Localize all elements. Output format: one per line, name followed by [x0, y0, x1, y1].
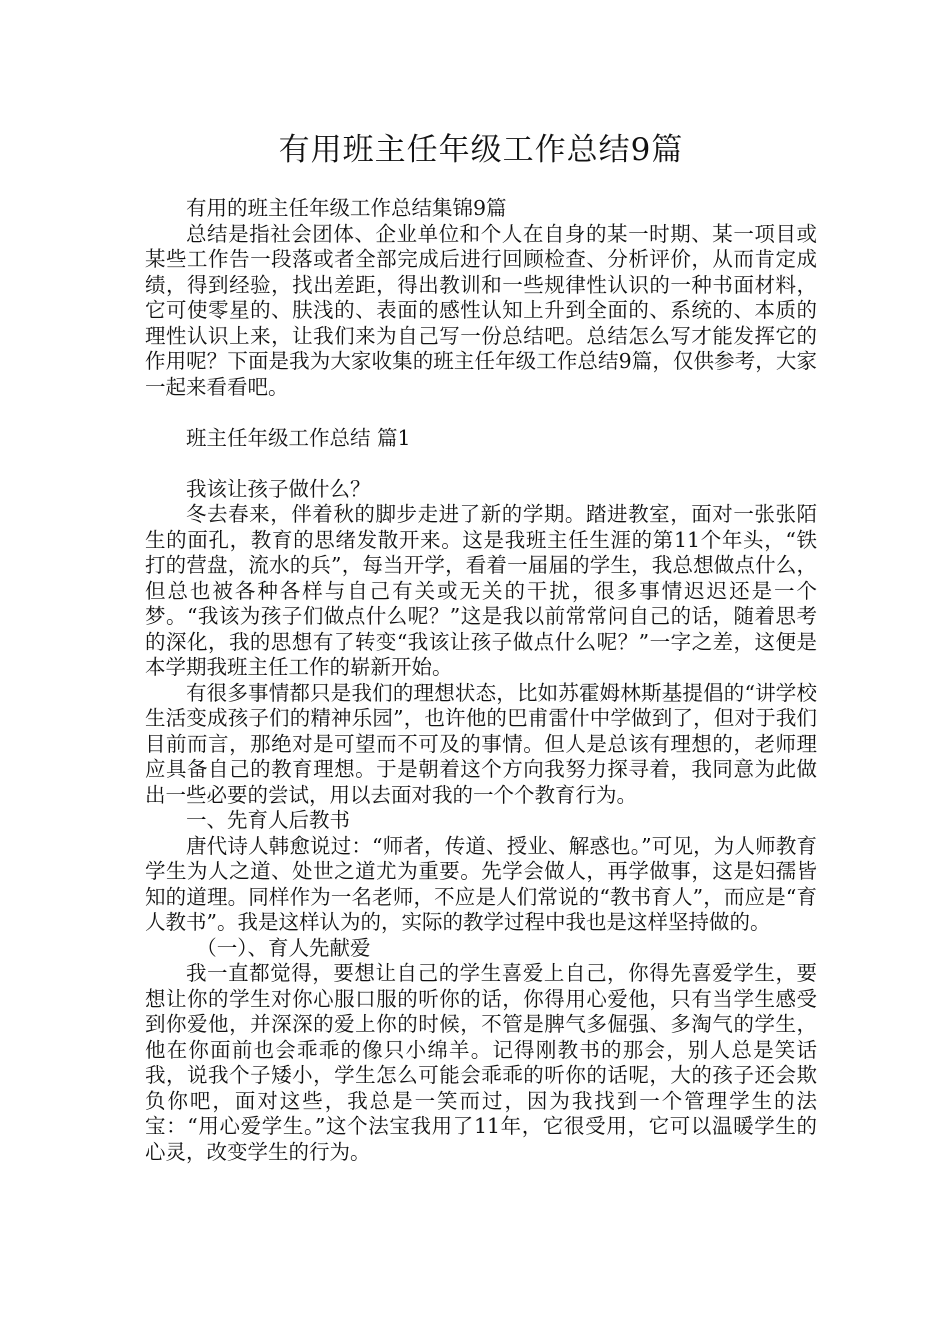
- document-title: 有用班主任年级工作总结9篇: [278, 132, 684, 168]
- question-heading: 我该让孩子做什么？: [186, 476, 371, 501]
- spacer: [145, 451, 817, 477]
- body-paragraph: 我一直都觉得，要想让自己的学生喜爱上自己，你得先喜爱学生，要想让你的学生对你心服口服的听你的话，你得用心爱他，只有当学生感受到你爱他，并深深的爱上你的时候，不管是脾气多倔强、多淘气的学生，他在你面前也会乖乖的像只小绵羊。记得刚教书的那会，别人总是笑话我，说我个子矮小，学生怎么可能会乖乖的听你的话呢，大的孩子还会欺负你吧，面对这些，我总是一笑而过，因为我找到一个管理学生的法宝：“用心爱学生。”这个法宝我用了11年，它很受用，它可以温暖学生的心灵，改变学生的行为。: [145, 961, 817, 1164]
- spacer: [145, 400, 817, 426]
- body-paragraph: 冬去春来，伴着秋的脚步走进了新的学期。踏进教室，面对一张张陌生的面孔，教育的思绪发散开来。这是我班主任生涯的第11个年头，“铁打的营盘，流水的兵”，每当开学，看着一届届的学生，我总想做点什么，但总也被各种各样与自己有关或无关的干扰，很多事情迟迟还是一个梦。“我该为孩子们做点什么呢？”这是我以前常常问自己的话，随着思考的深化，我的思想有了转变“我该让孩子做点什么呢？”一字之差，这便是本学期我班主任工作的崭新开始。: [145, 502, 817, 679]
- document-page: [145, 128, 817, 1165]
- body-paragraph: 有很多事情都只是我们的理想状态，比如苏霍姆林斯基提倡的“讲学校生活变成孩子们的精神乐园”，也许他的巴甫雷什中学做到了，但对于我们目前而言，那绝对是可望而不可及的事情。但人是总该有理想的，老师理应具备自己的教育理想。于是朝着这个方向我努力探寻着，我同意为此做出一些必要的尝试，用以去面对我的一个个教育行为。: [145, 680, 817, 807]
- subtitle-line: 有用的班主任年级工作总结集锦9篇: [186, 196, 507, 220]
- subheading: 一、先育人后教书: [186, 808, 350, 832]
- intro-paragraph: 总结是指社会团体、企业单位和个人在自身的某一时期、某一项目或某些工作告一段落或者全部完成后进行回顾检查、分析评价，从而肯定成绩，得到经验，找出差距，得出教训和一些规律性认识的一种书面材料，它可使零星的、肤浅的、表面的感性认知上升到全面的、系统的、本质的理性认识上来，让我们来为自己写一份总结吧。总结怎么写才能发挥它的作用呢？下面是我为大家收集的班主任年级工作总结9篇，仅供参考，大家一起来看看吧。: [145, 221, 817, 399]
- section-heading: 班主任年级工作总结 篇1: [186, 425, 411, 450]
- subheading: （一）、育人先献爱: [196, 935, 371, 960]
- body-paragraph: 唐代诗人韩愈说过：“师者，传道、授业、解惑也。”可见，为人师教育学生为人之道、处世之道尤为重要。先学会做人，再学做事，这是妇孺皆知的道理。同样作为一名老师，不应是人们常说的“教书育人”，而应是“育人教书”。我是这样认为的，实际的教学过程中我也是这样坚持做的。: [145, 833, 817, 934]
